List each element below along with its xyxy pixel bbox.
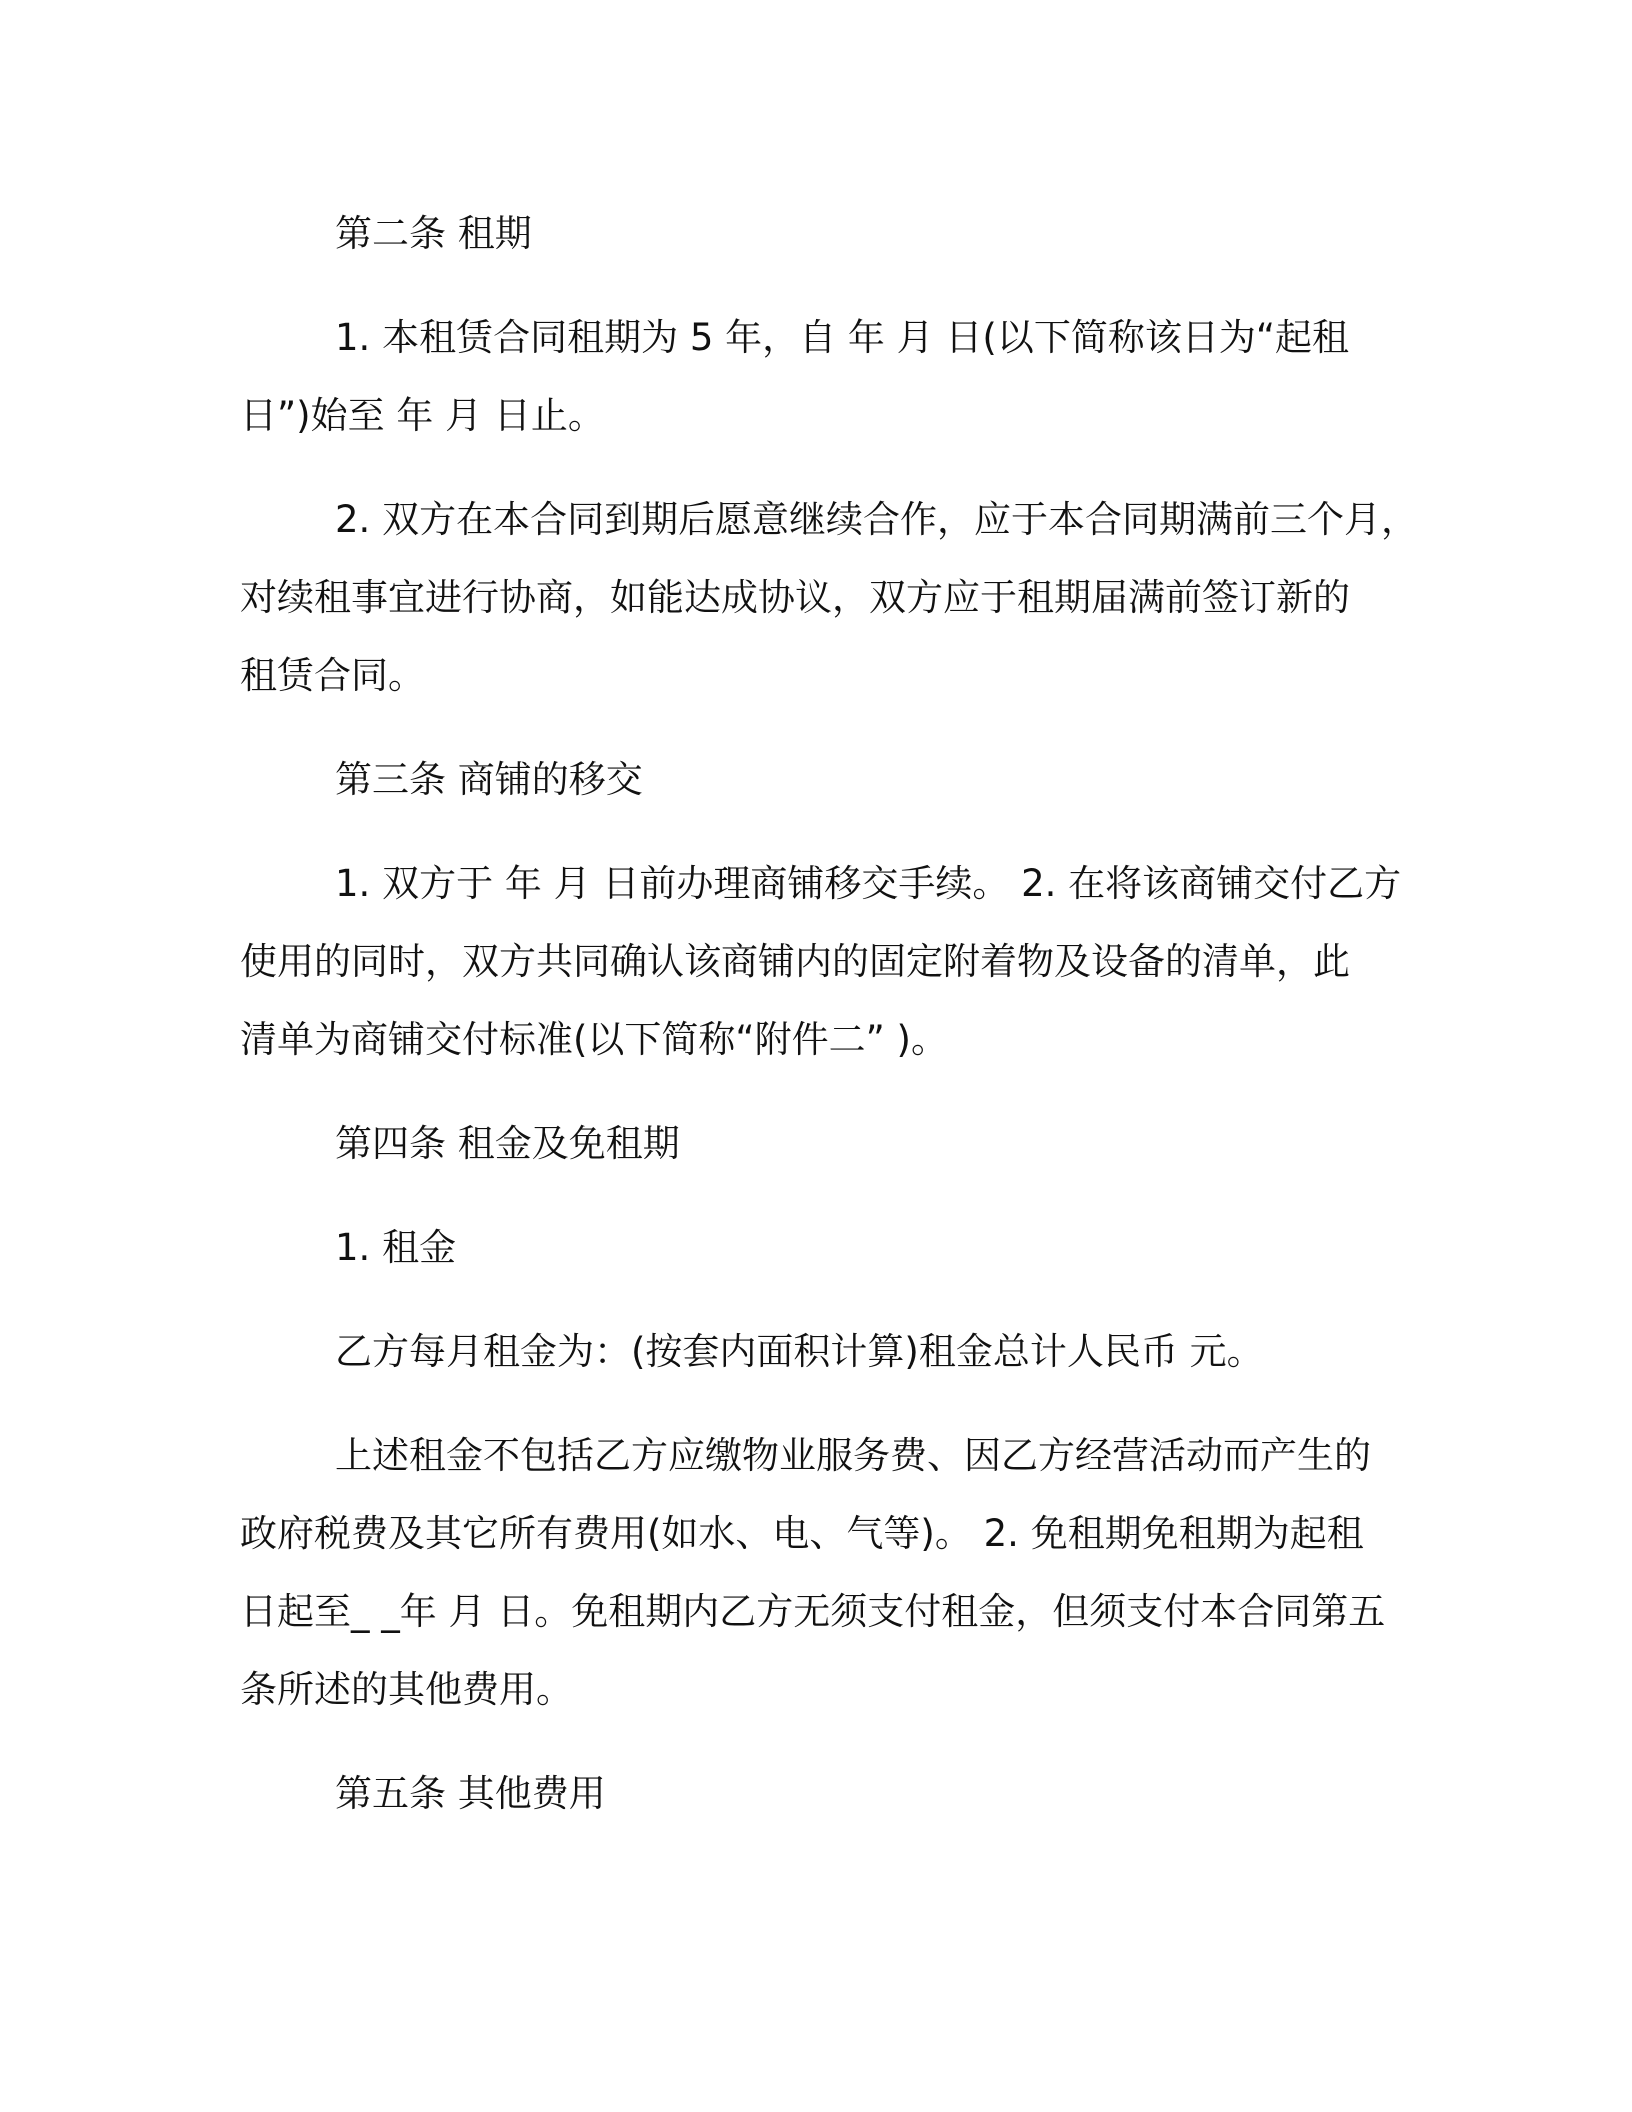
paragraph	[240, 481, 1420, 715]
section-heading: 第五条 其他费用	[335, 1772, 606, 1815]
section-heading: 第二条 租期	[335, 212, 532, 255]
paragraph-line: 1. 双方于 年 月 日前办理商铺移交手续。 2. 在将该商铺交付乙方	[335, 862, 1402, 905]
paragraph	[240, 1313, 1420, 1391]
paragraph-line: 政府税费及其它所有费用(如水、电、气等)。 2. 免租期免租期为起租	[240, 1512, 1364, 1555]
paragraph	[240, 1209, 1420, 1287]
paragraph-line: 日起至_ _年 月 日。免租期内乙方无须支付租金，但须支付本合同第五	[240, 1590, 1386, 1633]
paragraph-line: 上述租金不包括乙方应缴物业服务费、因乙方经营活动而产生的	[335, 1434, 1371, 1477]
paragraph	[240, 1417, 1420, 1729]
paragraph-line: 清单为商铺交付标准(以下简称“附件二” )。	[240, 1018, 948, 1061]
document-page	[240, 195, 1420, 1859]
section-heading: 第三条 商铺的移交	[335, 758, 643, 801]
paragraph-line: 日”)始至 年 月 日止。	[240, 394, 605, 437]
paragraph	[240, 845, 1420, 1079]
paragraph-line: 对续租事宜进行协商，如能达成协议，双方应于租期届满前签订新的	[240, 576, 1350, 619]
paragraph-line: 乙方每月租金为：(按套内面积计算)租金总计人民币 元。	[335, 1330, 1264, 1373]
paragraph-line: 使用的同时，双方共同确认该商铺内的固定附着物及设备的清单，此	[240, 940, 1350, 983]
paragraph-line: 条所述的其他费用。	[240, 1668, 573, 1711]
paragraph	[240, 299, 1420, 455]
paragraph-line: 1. 本租赁合同租期为 5 年，自 年 月 日(以下简称该日为“起租	[335, 316, 1350, 359]
paragraph-line: 2. 双方在本合同到期后愿意继续合作，应于本合同期满前三个月，	[335, 498, 1419, 541]
paragraph-line: 租赁合同。	[240, 654, 425, 697]
section-heading: 第四条 租金及免租期	[335, 1122, 680, 1165]
paragraph-line: 1. 租金	[335, 1226, 457, 1269]
